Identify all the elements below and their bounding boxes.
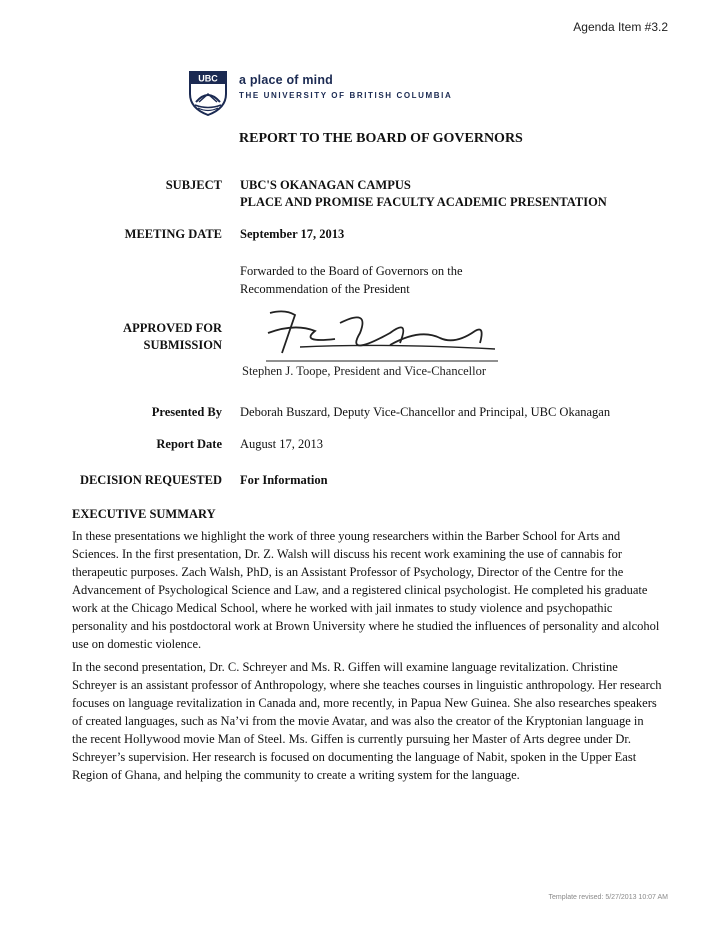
subject-line-2: PLACE AND PROMISE FACULTY ACADEMIC PRESENTATION <box>240 195 607 209</box>
presented-by-value: Deborah Buszard, Deputy Vice-Chancellor and Principal, UBC Okanagan <box>240 405 611 419</box>
decision-requested-value: For Information <box>240 473 328 487</box>
ubc-crest-logo <box>186 70 230 116</box>
agenda-item-label: Agenda Item #3.2 <box>573 20 668 34</box>
presented-by-label: Presented By <box>151 405 222 419</box>
subject-line-1: UBC'S OKANAGAN CAMPUS <box>240 178 411 192</box>
decision-requested-label: DECISION REQUESTED <box>79 473 222 487</box>
meeting-date-value: September 17, 2013 <box>240 227 345 241</box>
university-name: THE UNIVERSITY OF BRITISH COLUMBIA <box>239 91 453 100</box>
template-revised-footer: Template revised: 5/27/2013 10:07 AM <box>548 894 668 901</box>
report-title: REPORT TO THE BOARD OF GOVERNORS <box>239 131 523 146</box>
approved-label-line-2: SUBMISSION <box>143 338 222 352</box>
forwarded-line-1: Forwarded to the Board of Governors on the <box>240 264 463 278</box>
forwarded-line-2: Recommendation of the President <box>240 282 410 296</box>
brand-tagline: a place of mind <box>239 73 333 87</box>
signatory-caption: Stephen J. Toope, President and Vice-Chancellor <box>242 364 487 378</box>
approved-label-line-1: APPROVED FOR <box>123 321 222 335</box>
report-date-label: Report Date <box>156 437 222 451</box>
logo-text: UBC <box>198 73 218 84</box>
summary-paragraph-1: In these presentations we highlight the work of three young researchers within the Barber School for Arts and Sciences. In the first presentation, Dr. Z. Walsh will discuss his recent work examining the use of cannabis for therapeutic purposes. Zach Walsh, PhD, is an Assistant Professor of Psychology, Director of the Centre for the Advancement of Psychological Science and Law, and a registered clinical psychologist. He completed his graduate work at the Chicago Medical School, where he worked with jail inmates to study violence and psychopathic personality and his postdoctoral work at Brown University where he studied the influences of personality and alcohol use on domestic violence. <box>72 529 660 651</box>
meeting-date-label: MEETING DATE <box>124 227 222 241</box>
subject-label: SUBJECT <box>165 178 222 192</box>
summary-paragraph-2: In the second presentation, Dr. C. Schreyer and Ms. R. Giffen will examine language revitalization. Christine Schreyer is an assistant professor of Anthropology, where she teaches courses in linguistic anthropology. Her research focuses on language revitalization in Canada and, more recently, in Papua New Guinea. She also researches speakers of created languages, such as Na’vi from the movie Avatar, and was also the creator of the Kryptonian language in the recent Hollywood movie Man of Steel. Ms. Giffen is currently pursuing her Master of Arts degree under Dr. Schreyer’s supervision. Her research is focused on documenting the language of Nabit, spoken in the Upper East Region of Ghana, and helping the community to create a writing system for the language. <box>72 660 662 782</box>
report-date-value: August 17, 2013 <box>240 437 323 451</box>
executive-summary-heading: EXECUTIVE SUMMARY <box>72 507 216 521</box>
